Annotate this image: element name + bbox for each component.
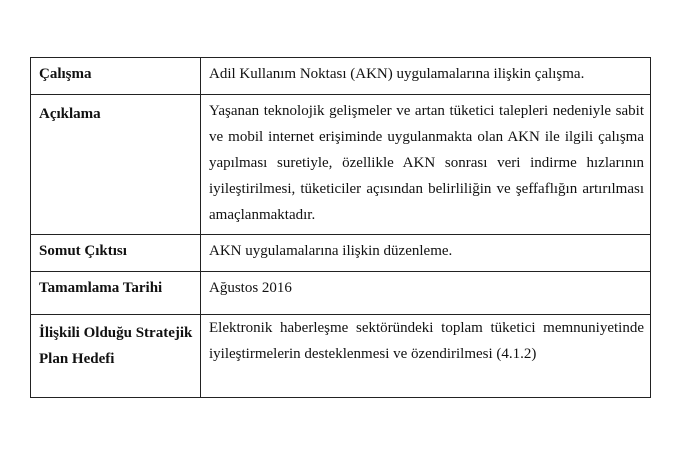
row-label-stratejik-plan-hedefi: İlişkili Olduğu Stratejik Plan Hedefi bbox=[31, 315, 201, 398]
row-value-stratejik-plan-hedefi: Elektronik haberleşme sektöründeki toplam tüketici memnuniyetinde iyileştirmelerin desteklenmesi ve özendirilmesi (4.1.2) bbox=[201, 315, 651, 398]
table-row-aciklama bbox=[31, 95, 651, 235]
row-value-calisma: Adil Kullanım Noktası (AKN) uygulamalarına ilişkin çalışma. bbox=[201, 58, 651, 95]
row-value-aciklama: Yaşanan teknolojik gelişmeler ve artan tüketici talepleri nedeniyle sabit ve mobil internet erişiminde uygulanmakta olan AKN ile ilgili çalışma yapılması suretiyle, özellikle AKN sonrası veri indirme hızlarının iyileştirilmesi, tüketiciler açısından belirliliğin ve şeffaflığın artırılması amaçlanmaktadır. bbox=[201, 95, 651, 235]
row-value-tamamlama-tarihi: Ağustos 2016 bbox=[201, 272, 651, 315]
row-label-calisma: Çalışma bbox=[31, 58, 201, 95]
row-label-somut-ciktisi: Somut Çıktısı bbox=[31, 235, 201, 272]
row-label-tamamlama-tarihi: Tamamlama Tarihi bbox=[31, 272, 201, 315]
table-row-tamamlama-tarihi bbox=[31, 272, 651, 315]
row-label-aciklama: Açıklama bbox=[31, 95, 201, 235]
table-row-calisma bbox=[31, 58, 651, 95]
work-item-table bbox=[30, 57, 651, 398]
table-row-stratejik-plan-hedefi bbox=[31, 315, 651, 398]
table-row-somut-ciktisi bbox=[31, 235, 651, 272]
row-value-somut-ciktisi: AKN uygulamalarına ilişkin düzenleme. bbox=[201, 235, 651, 272]
